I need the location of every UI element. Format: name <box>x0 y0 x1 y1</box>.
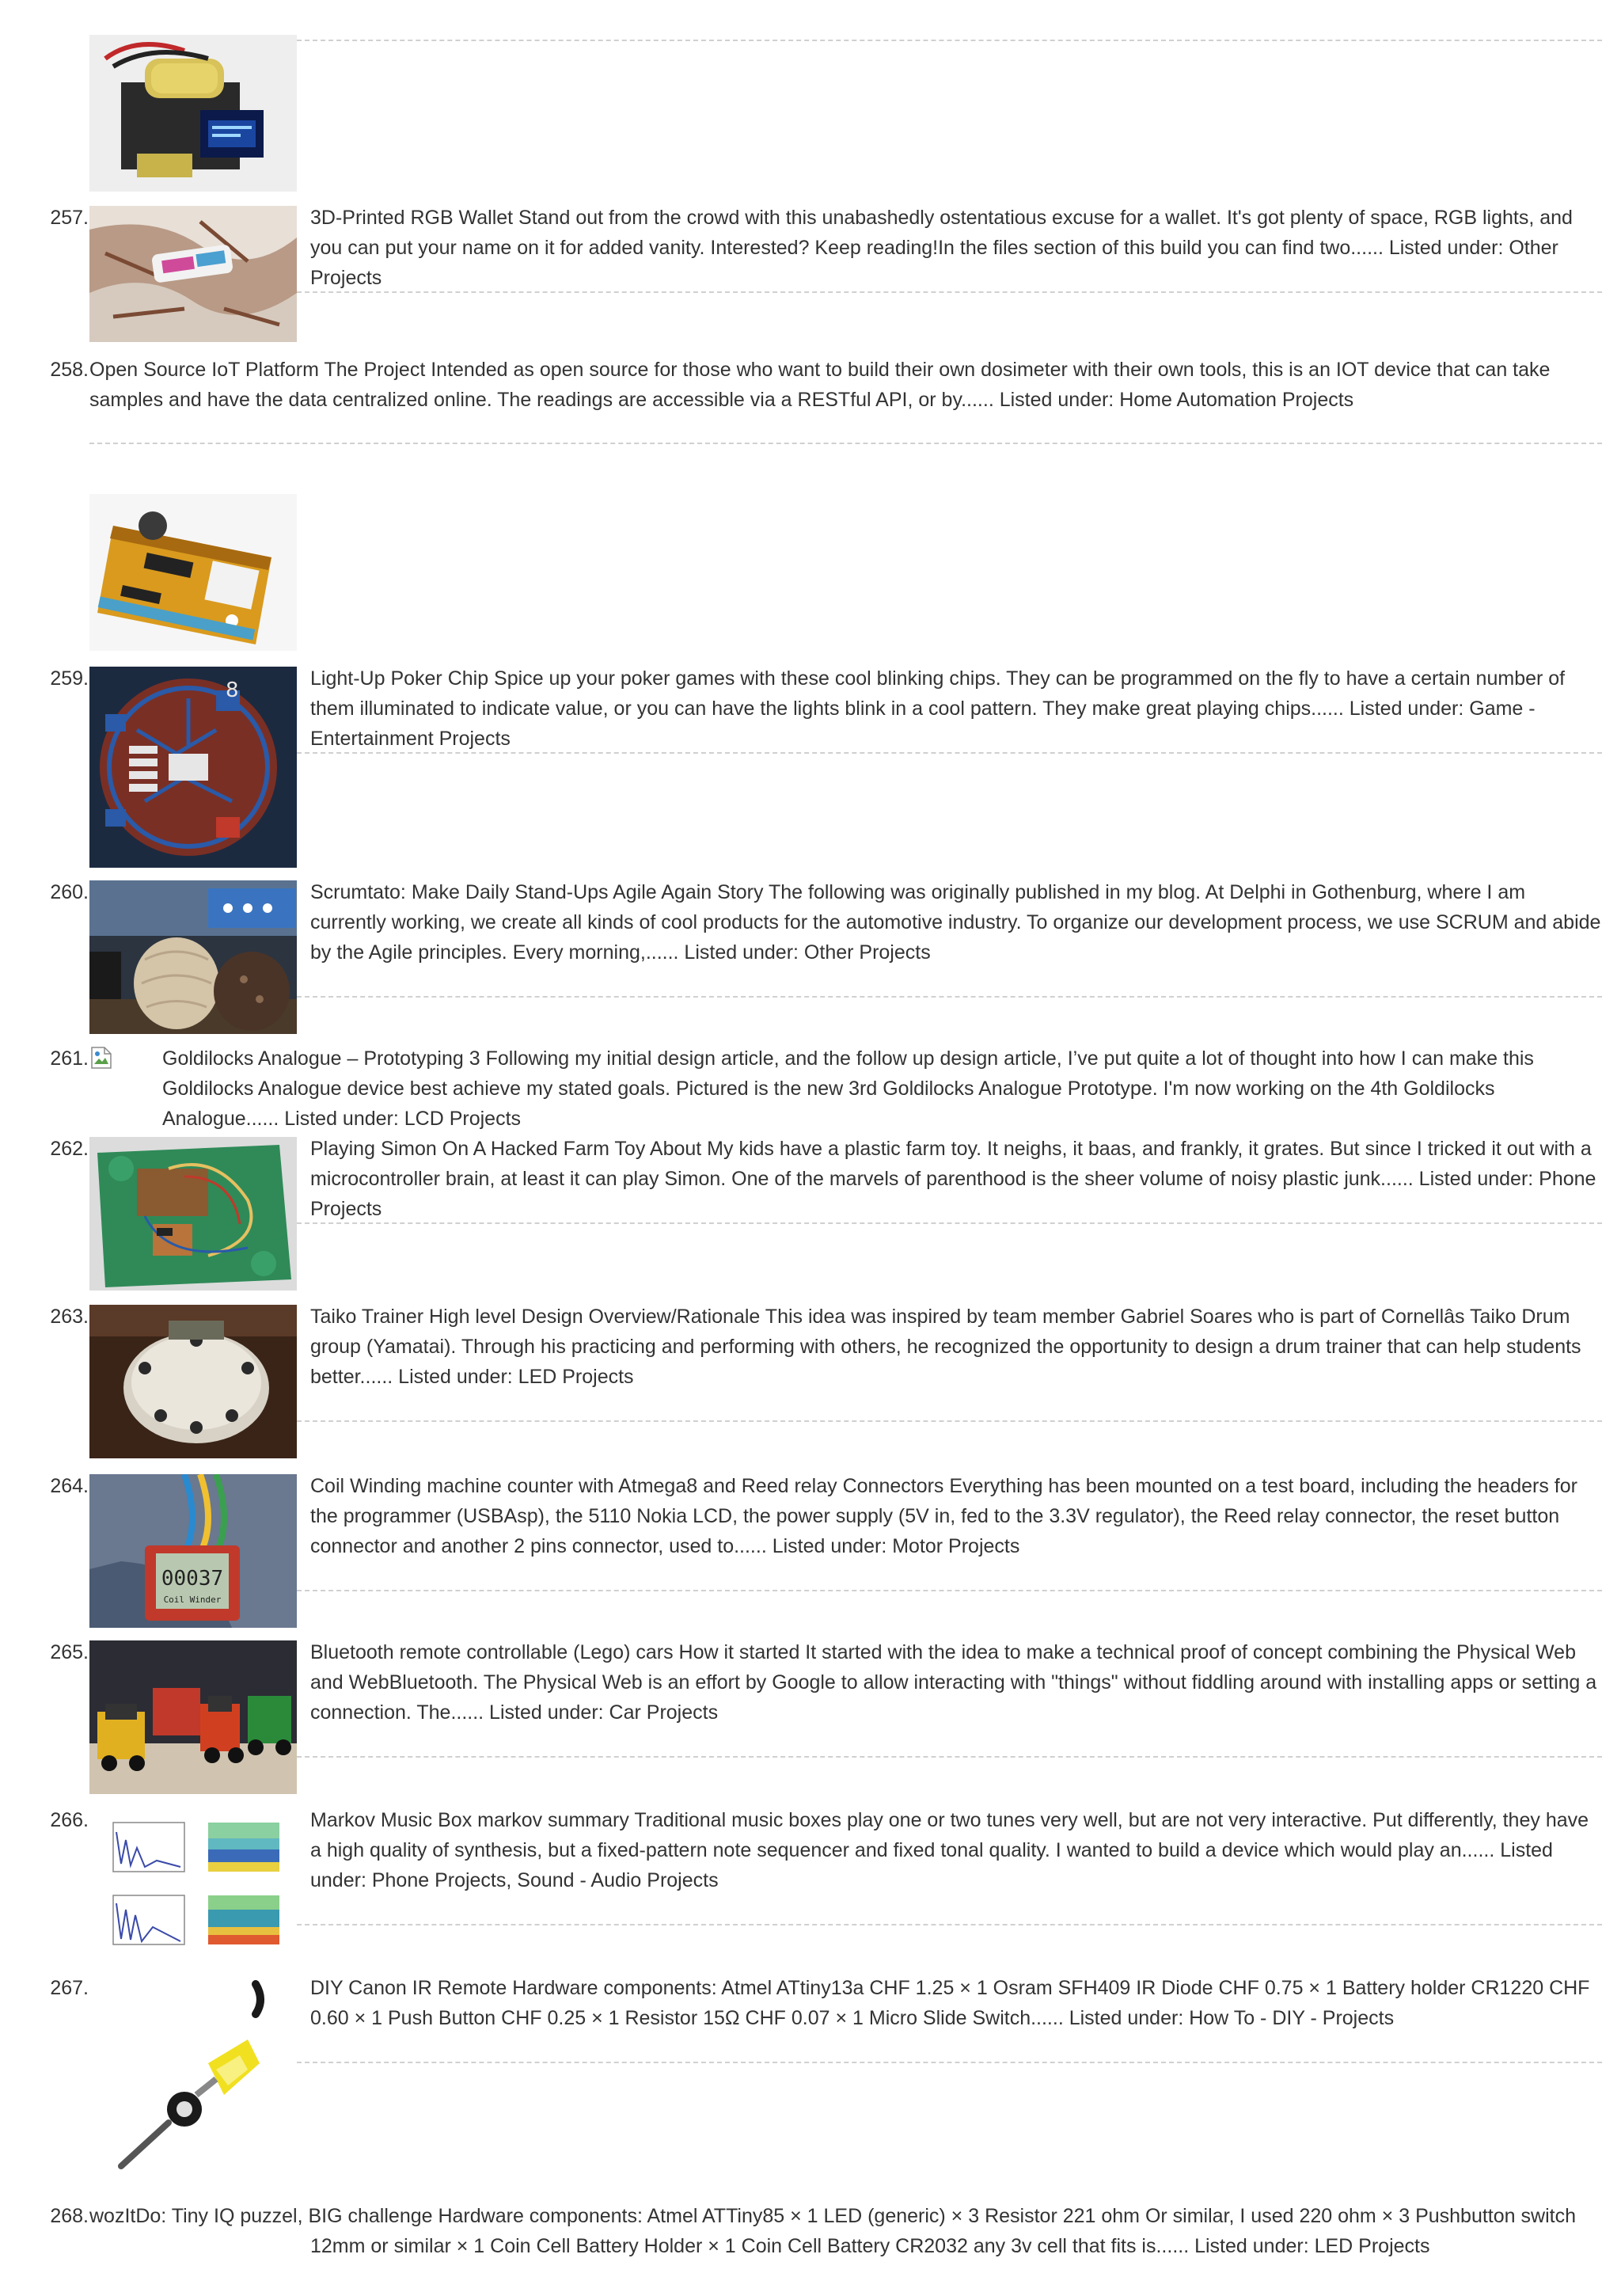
entry-divider <box>297 1924 1602 1925</box>
item-number: 257. <box>50 207 89 229</box>
broken-image-icon <box>91 1047 112 1069</box>
item-number: 262. <box>50 1138 89 1160</box>
svg-text:8: 8 <box>226 679 239 702</box>
thumbnail-spectra[interactable] <box>89 1808 297 1962</box>
item-number: 268. <box>50 2205 89 2227</box>
item-number: 266. <box>50 1809 89 1831</box>
entry-description: Goldilocks Analogue – Prototyping 3 Following my initial design article, and the follow up design article, I’ve put quite a lot of thought into how I can make this Goldilocks Analogue device best achieve my stated goals. Pictured is the new 3rd Goldilocks Analogue Prototype. I'm now working on the 4th Goldilocks Analogue...... Listed under: LCD Projects <box>162 1047 1534 1130</box>
entry-description: Bluetooth remote controllable (Lego) cars How it started It started with the idea to make a technical proof of concept combining the Physical Web and WebBluetooth. The Physical Web is an effort by Google to allow interacting with "things" without fiddling around with installing apps or setting a connection. The...... Listed under: Car Projects <box>310 1641 1597 1724</box>
thumbnail-farm-toy[interactable] <box>89 1137 297 1291</box>
entry-divider <box>297 1420 1602 1422</box>
thumbnail-poker-pcb[interactable] <box>89 667 297 868</box>
entry-divider <box>297 1590 1602 1591</box>
item-number: 265. <box>50 1641 89 1663</box>
thumbnail-lego-cars[interactable] <box>89 1640 297 1794</box>
thumbnail-wallet[interactable] <box>89 206 297 342</box>
lcd-counter-digits: 00037 <box>161 1567 224 1591</box>
entry-description: Scrumtato: Make Daily Stand-Ups Agile Again Story The following was originally published in my blog. At Delphi in Gothenburg, where I am currently working, we create all kinds of cool products for the automotive industry. To organize our development process, we use SCRUM and abide by the Agile principles. Every morning,...... Listed under: Other Projects <box>310 881 1601 964</box>
entry-divider <box>297 996 1602 998</box>
entry-divider <box>297 752 1602 754</box>
item-number: 259. <box>50 667 89 690</box>
entry-description: Markov Music Box markov summary Traditional music boxes play one or two tunes very well, but are not very interactive. Put differently, they have a high quality of synthesis, but a fixed-pattern note sequencer and fixed tonal quality. I wanted to build a device which would play an...... Listed under: Phone Projects, Sound - Audio Projects <box>310 1809 1589 1891</box>
item-number: 263. <box>50 1306 89 1328</box>
entry-description: wozItDo: Tiny IQ puzzel, BIG challenge Hardware components: Atmel ATTiny85 × 1 LED (generic) × 3 Resistor 221 ohm Or similar, I used 220 ohm × 3 Pushbutton switch 12mm or similar × 1 Coin Cell Battery Holder × 1 Coin Cell Battery CR2032 any 3v cell that fits is...... Listed under: LED Projects <box>89 2205 1576 2257</box>
entry-description: DIY Canon IR Remote Hardware components: Atmel ATtiny13a CHF 1.25 × 1 Osram SFH409 IR Diode CHF 0.75 × 1 Battery holder CR1220 CHF 0.60 × 1 Push Button CHF 0.25 × 1 Resistor 15Ω CHF 0.07 × 1 Micro Slide Switch...... Listed under: How To - DIY - Projects <box>310 1977 1590 2029</box>
entry-divider <box>297 291 1602 293</box>
entry-description: Light-Up Poker Chip Spice up your poker games with these cool blinking chips. They can be programmed on the fly to have a certain number of them illuminated to indicate value, or you can have the lights blink in a cool pattern. They make great playing chips...... Listed under: Game - Entertainment Projects <box>310 667 1566 750</box>
item-number: 264. <box>50 1475 89 1497</box>
entry-description: Open Source IoT Platform The Project Intended as open source for those who want to build their own dosimeter with their own tools, this is an IOT device that can take samples and have the data centralized online. The readings are accessible via a RESTful API, or by...... Listed under: Home Automation Projects <box>89 359 1551 411</box>
entry-divider <box>297 40 1602 41</box>
entry-description: Playing Simon On A Hacked Farm Toy About My kids have a plastic farm toy. It neighs, it baas, and frankly, it grates. But since I tricked it out with a microcontroller brain, at least it can play Simon. One of the marvels of parenthood is the sheer volume of noisy plastic junk...... Listed under: Phone Projects <box>310 1138 1596 1220</box>
thumbnail-taiko[interactable] <box>89 1305 297 1458</box>
thumbnail-oled-board[interactable] <box>89 35 297 192</box>
item-number: 258. <box>50 359 89 381</box>
item-number: 267. <box>50 1977 89 1999</box>
thumbnail-scrumtato[interactable] <box>89 880 297 1034</box>
thumbnail-ir-remote[interactable] <box>89 1976 297 2177</box>
thumbnail-nokia-lcd[interactable] <box>89 1474 297 1628</box>
entry-description: Taiko Trainer High level Design Overview/Rationale This idea was inspired by team member Gabriel Soares who is part of Cornellâs Taiko Drum group (Yamatai). Through his practicing and performing with others, he recognized the opportunity to design a drum trainer that can help students better...... Listed under: LED Projects <box>310 1306 1581 1388</box>
entry-description: Coil Winding machine counter with Atmega8 and Reed relay Connectors Everything has been mounted on a test board, including the headers for the programmer (USBAsp), the 5110 Nokia LCD, the power supply (5V in, fed to the 3.3V regulator), the Reed relay connector, the reset button connector and another 2 pins connector, used to...... Listed under: Motor Projects <box>310 1475 1577 1557</box>
entry-divider <box>297 1756 1602 1758</box>
entry-divider <box>297 1222 1602 1224</box>
entry-divider <box>89 443 1602 444</box>
thumbnail-yellow-pcb[interactable] <box>89 494 297 651</box>
lcd-caption: Coil Winder <box>163 1595 222 1605</box>
item-number: 261. <box>50 1047 89 1070</box>
entry-description: 3D-Printed RGB Wallet Stand out from the crowd with this unabashedly ostentatious excuse for a wallet. It's got plenty of space, RGB lights, and you can put your name on it for added vanity. Interested? Keep reading!In the files section of this build you can find two...... Listed under: Other Projects <box>310 207 1573 289</box>
item-number: 260. <box>50 881 89 903</box>
entry-divider <box>297 2062 1602 2063</box>
